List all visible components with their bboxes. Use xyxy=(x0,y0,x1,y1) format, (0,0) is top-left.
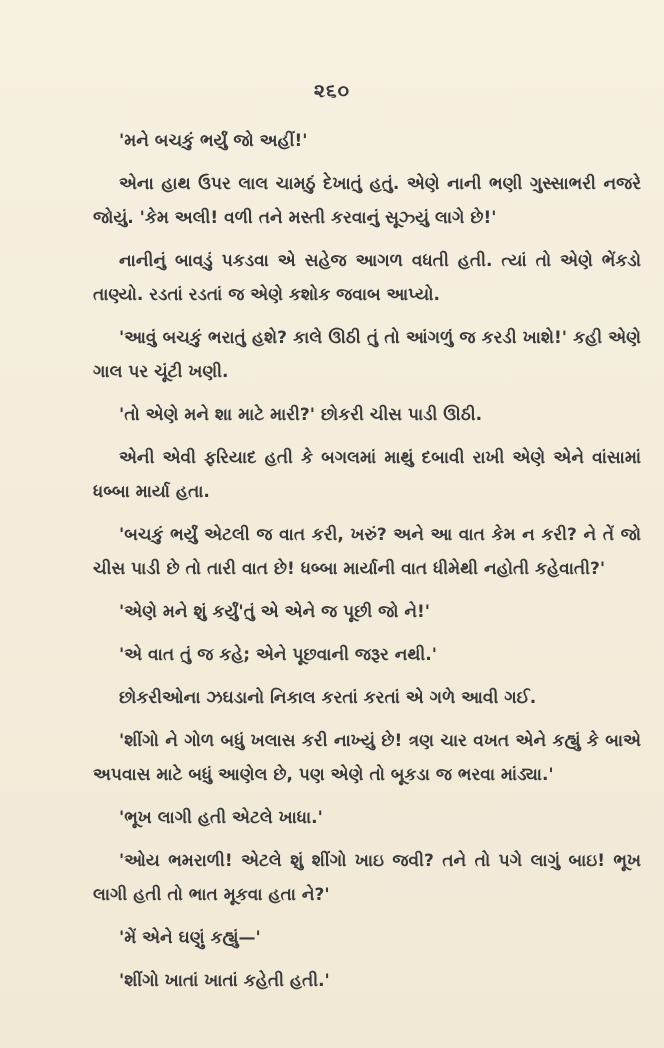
paragraph: છોકરીઓના ઝઘડાનો નિકાલ કરતાં કરતાં એ ગળે આવી ગઈ. xyxy=(119,688,537,708)
paragraph: નાનીનું બાવડું પકડવા એ સહેજ આગળ વધતી હતી. ત્યાં તો એણે ભેંકડો તાણ્યો. રડતાં રડતાં જ એણે કશોક જવાબ આપ્યો. xyxy=(93,251,641,305)
body-text xyxy=(93,124,641,1007)
paragraph: એના હાથ ઉપર લાલ ચામઠું દેખાતું હતું. એણે નાની ભણી ગુસ્સાભરી નજરે જોયું. 'કેમ અલી! વળી તને મસ્તી કરવાનું સૂઝ્યું લાગે છે!' xyxy=(93,174,641,228)
paragraph: 'એ વાત તું જ કહે; એને પૂછવાની જરૂર નથી.' xyxy=(119,645,437,665)
paragraph: 'ભૂખ લાગી હતી એટલે ખાધા.' xyxy=(119,808,323,828)
paragraph: 'શીંગો ખાતાં ખાતાં કહેતી હતી.' xyxy=(119,971,330,991)
paragraph: 'બચકું ભર્યું એટલી જ વાત કરી, ખરું? અને આ વાત કેમ ન કરી? ને તેં જો ચીસ પાડી છે તો તારી વાત છે! ધબ્બા માર્યાની વાત ધીમેથી નહોતી કહેવાતી?' xyxy=(93,525,641,579)
paragraph: 'મને બચકું ભર્યું જો અહીં!' xyxy=(119,131,308,151)
page-number: ૨૬૦ xyxy=(313,80,351,102)
paragraph: 'એણે મને શું કર્યું'તું એ એને જ પૂછી જો ને!' xyxy=(119,602,431,622)
paragraph: 'આવું બચકું ભરાતું હશે? કાલે ઊઠી તું તો આંગળું જ કરડી ખાશે!' કહી એણે ગાલ પર ચૂંટી ખણી. xyxy=(93,328,641,382)
paragraph: 'શીંગો ને ગોળ બધું ખલાસ કરી નાખ્યું છે! ત્રણ ચાર વખત એને કહ્યું કે બાએ અપવાસ માટે બધું આણેલ છે, પણ એણે તો બૂકડા જ ભરવા માંડ્યા.' xyxy=(93,731,641,785)
paragraph: એની એવી ફરિયાદ હતી કે બગલમાં માથું દબાવી રાખી એણે એને વાંસામાં ધબ્બા માર્યા હતા. xyxy=(93,448,641,502)
paragraph: 'ઓય ભમરાળી! એટલે શું શીંગો ખાઇ જવી? તને તો પગે લાગું બાઇ! ભૂખ લાગી હતી તો ભાત મૂકવા હતા ને?' xyxy=(93,851,641,905)
paragraph: 'તો એણે મને શા માટે મારી?' છોકરી ચીસ પાડી ઊઠી. xyxy=(119,405,483,425)
paragraph: 'મેં એને ઘણું કહ્યું—' xyxy=(119,928,261,948)
